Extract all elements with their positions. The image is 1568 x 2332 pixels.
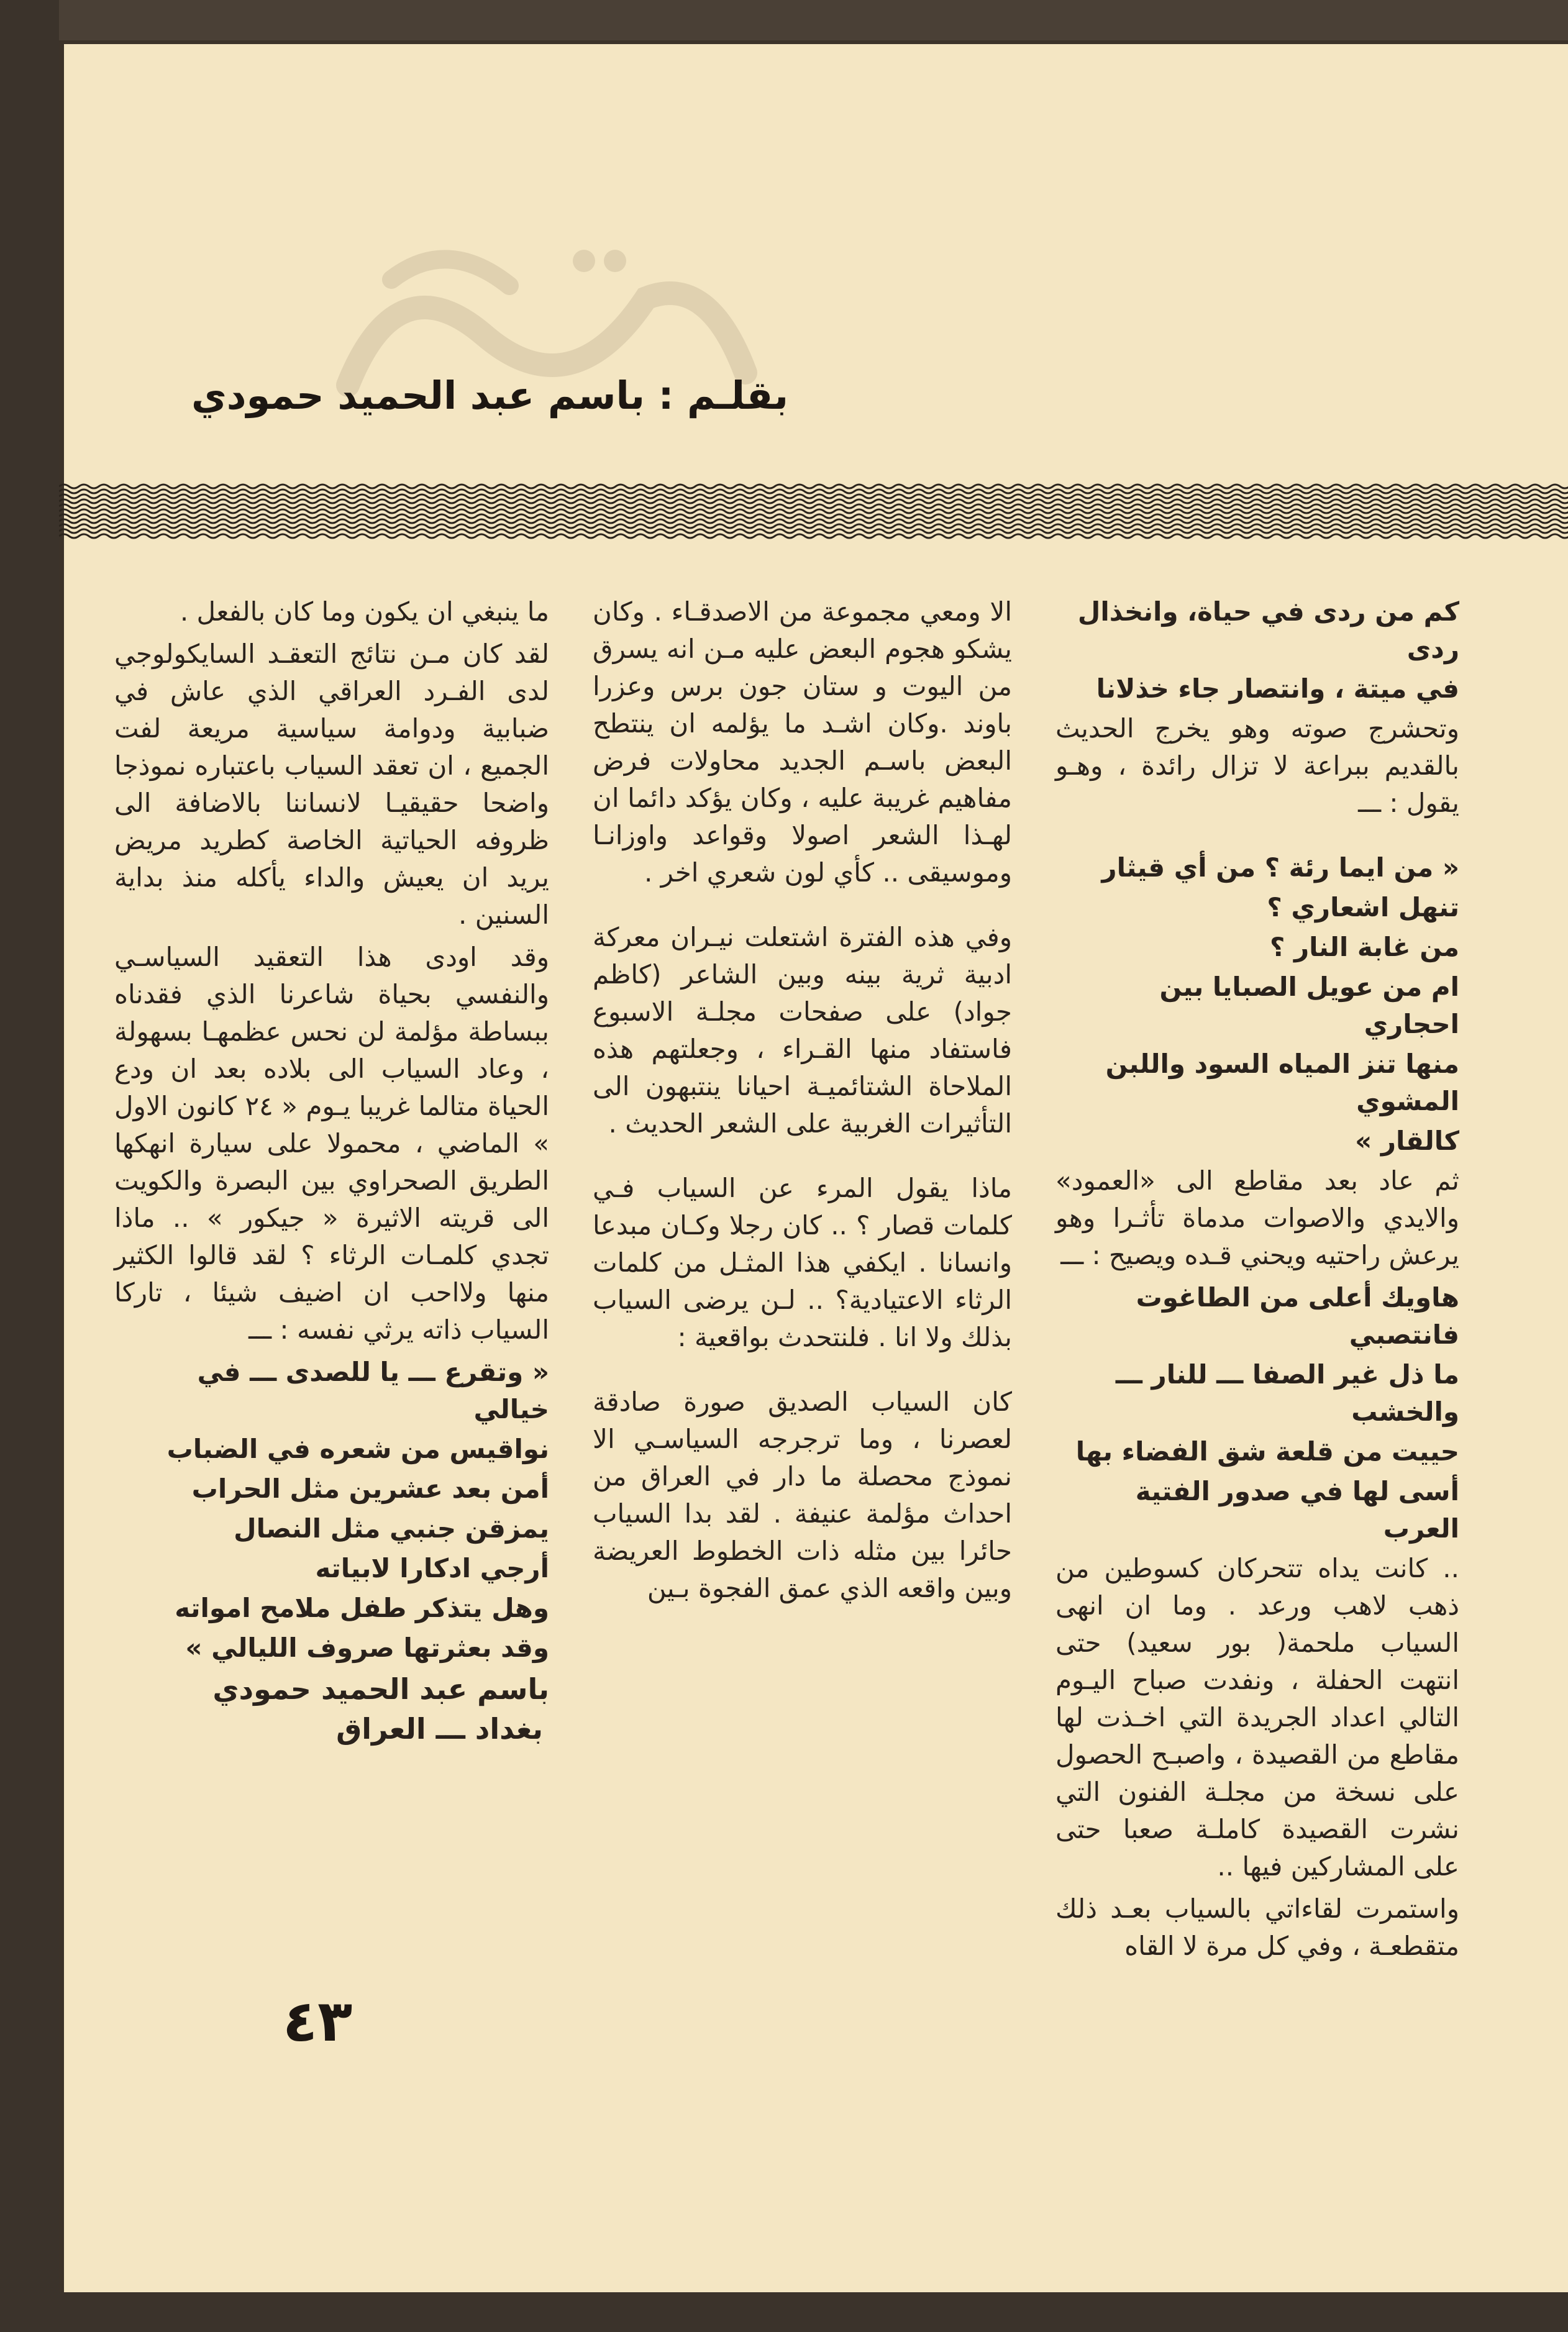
paragraph: وتحشرج صوته وهو يخرج الحديث بالقديم ببراعة لا تزال رائدة ، وهـو يقول : ـــ	[1055, 713, 1459, 818]
verse-line: ما ذل غير الصفا ـــ للنار ـــ والخشب	[1115, 1359, 1459, 1427]
closing-verse-line: يمزقن جنبي مثل النصال	[234, 1513, 549, 1544]
paragraph: وفي هذه الفترة اشتعلت نيـران معركة ادبية ثرية بينه وبين الشاعر (كاظم جواد) على صفحات مجلـة الاسبوع فاستفاد منها القـراء ، وجعلتهم هذه الملاحاة الشتائميـة احيانا ينتبهون الى التأثيرات الغربية على الشعر الحديث .	[593, 922, 1012, 1139]
verse-line: ام من عويل الصبايا بين احجاري	[1159, 972, 1459, 1039]
paragraph: لقد كان مـن نتائج التعقـد السايكولوجي لدى الفـرد العراقي الذي عاش في ضبابية ودوامة سياسية مريعة لفت الجميع ، ان تعقد السياب باعتباره نموذجا واضحا حقيقيـا لانساننا بالاضافة الى ظروفه الحياتية الخاصة كطريد مريض يريد ان يعيش والداء يأكله منذ بداية السنين .	[114, 639, 549, 930]
article-byline: بقلـم : باسم عبد الحميد حمودي	[191, 373, 788, 418]
closing-verse-line: « وتقرع ـــ يا للصدى ـــ في خيالي	[197, 1357, 549, 1424]
closing-verse-line: وقد بعثرتها صروف الليالي »	[185, 1633, 549, 1663]
article-column-middle	[593, 593, 1012, 1612]
closing-verse-line: وهل يتذكر طفل ملامح امواته	[175, 1593, 549, 1623]
verse-line: حييت من قلعة شق الفضاء بها	[1075, 1436, 1459, 1467]
scan-background-top	[59, 0, 1568, 40]
author-location: بغداد ـــ العراق	[336, 1712, 543, 1746]
wavy-divider	[59, 481, 1568, 541]
closing-verse-line: نواقيس من شعره في الضباب	[166, 1434, 549, 1464]
paragraph: الا ومعي مجموعة من الاصدقـاء . وكان يشكو هجوم البعض عليه مـن انه يسرق من اليوت و ستان جون برس وعزرا باوند .وكان اشـد ما يؤلمه ان ينتطح البعض باسـم الجديد محاولات فرض مفاهيم غريبة عليه ، وكان يؤكد دائما ان لهـذا الشعر اصولا وقواعد واوزانـا وموسيقى .. كأي لون شعري اخر .	[593, 596, 1012, 888]
paragraph: كان السياب الصديق صورة صادقة لعصرنا ، وما ترجرجه السياسـي الا نموذج محصلة ما دار في العراق من احداث مؤلمة عنيفة . لقد بدا السياب حائرا بين مثله ذات الخطوط العريضة وبين واقعه الذي عمق الفجوة بـين	[593, 1387, 1012, 1603]
article-column-right	[1055, 593, 1459, 1970]
verse-line: هاويك أعلى من الطاغوت فانتصبي	[1136, 1282, 1459, 1350]
verse-line: كالقار »	[1355, 1126, 1459, 1156]
paragraph: ما ينبغي ان يكون وما كان بالفعل .	[180, 596, 549, 627]
scan-background-left	[0, 0, 59, 2292]
closing-verse-line: أمن بعد عشرين مثل الحراب	[191, 1473, 549, 1504]
scan-background-bottom	[0, 2292, 1568, 2332]
paragraph: ماذا يقول المرء عن السياب فـي كلمات قصار ؟ .. كان رجلا وكـان مبدعا وانسانا . ايكفي هذا المثـل من كلمات الرثاء الاعتيادية؟ .. لـن يرضى السياب بذلك ولا انا . فلنتحدث بواقعية :	[593, 1173, 1012, 1352]
verse-line: أسى لها في صدور الفتية العرب	[1135, 1476, 1459, 1544]
article-column-left	[114, 593, 549, 1749]
page-number: ٤٣	[283, 1988, 353, 2054]
paragraph: ثم عاد بعد مقاطع الى «العمود» والايدي والاصوات مدماة تأثـرا وهو يرعش راحتيه ويحني قـده ويصيح : ـــ	[1055, 1165, 1459, 1270]
intro-verse-line: كم من ردى في حياة، وانخذال ردى	[1077, 596, 1459, 664]
verse-line: من غابة النار ؟	[1270, 932, 1459, 962]
verse-line: تنهل اشعاري ؟	[1267, 892, 1459, 922]
verse-line: منها تنز المياه السود واللبن المشوي	[1105, 1049, 1459, 1116]
intro-verse-line: في ميتة ، وانتصار جاء خذلانا	[1096, 673, 1459, 704]
paragraph: واستمرت لقاءاتي بالسياب بعـد ذلك متقطعـة ، وفي كل مرة لا القاه	[1055, 1893, 1459, 1961]
closing-verse-line: أرجي ادكارا لابياته	[315, 1553, 549, 1583]
verse-line: « من ايما رئة ؟ من أي قيثار	[1101, 852, 1459, 883]
paragraph: وقد اودى هذا التعقيد السياسـي والنفسي بحياة شاعرنا الذي فقدناه ببساطة مؤلمة لن نحس عظمهـا بسهولة ، وعاد السياب الى بلاده بعد ان ودع الحياة متالما غريبا يـوم « ٢٤ كانون الاول » الماضي ، محمولا على سيارة انهكها الطريق الصحراوي بين البصرة والكويت الى قريته الاثيرة « جيكور » .. ماذا تجدي كلمـات الرثاء ؟ لقد قالوا الكثير منها ولااحب ان اضيف شيئا ، تاركا السياب ذاته يرثي نفسه : ـــ	[114, 942, 549, 1345]
paragraph: .. كانت يداه تتحركان كسوطين من ذهب لاهب ورعد . وما ان انهى السياب ملحمة( بور سعيد) حتى انتهت الحفلة ، ونفدت صباح اليـوم التالي اعداد الجريدة التي اخـذت لها مقاطع من القصيدة ، واصبـح الحصول على نسخة من مجلـة الفنون التي نشرت القصيدة كاملـة صعبا حتى على المشاركين فيها ..	[1055, 1553, 1459, 1882]
author-signature: باسم عبد الحميد حمودي	[212, 1672, 549, 1706]
